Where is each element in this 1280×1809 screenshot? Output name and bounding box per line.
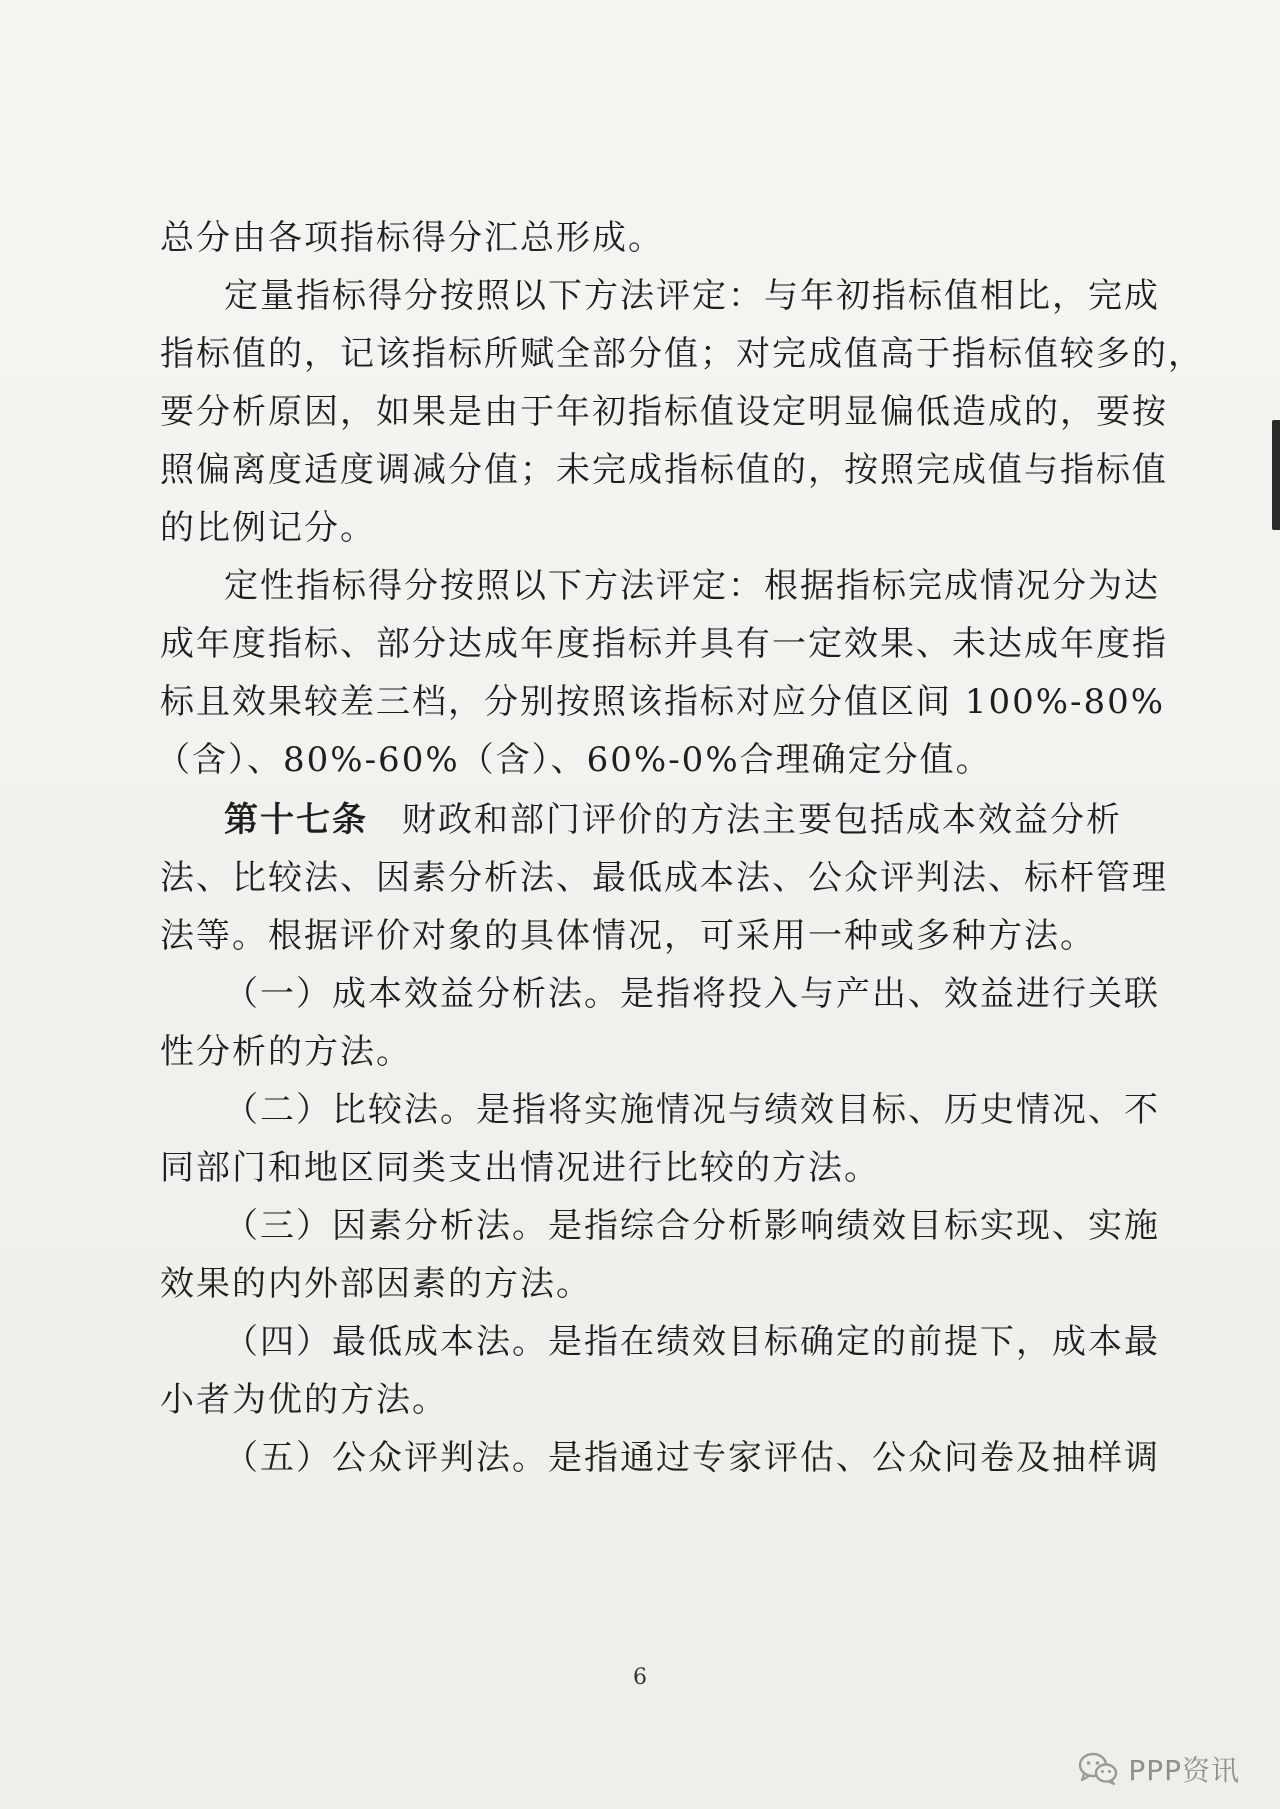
- article-line: [224, 800, 1122, 840]
- wechat-icon: [1078, 1752, 1118, 1786]
- text-line: 标且效果较差三档，分别按照该指标对应分值区间 100%-80%: [160, 682, 1166, 722]
- text-line: （含）、80%-60%（含）、60%-0%合理确定分值。: [156, 740, 992, 780]
- text-line: （四）最低成本法。是指在绩效目标确定的前提下，成本最: [224, 1322, 1160, 1362]
- text-line: 性分析的方法。: [160, 1032, 412, 1072]
- text-line: 定量指标得分按照以下方法评定：与年初指标值相比，完成: [224, 276, 1160, 316]
- page-edge-mark: [1272, 420, 1280, 530]
- text-line: 的比例记分。: [160, 508, 376, 548]
- article-text: 财政和部门评价的方法主要包括成本效益分析: [402, 800, 1122, 840]
- text-line: （一）成本效益分析法。是指将投入与产出、效益进行关联: [224, 974, 1160, 1014]
- text-line: 法、比较法、因素分析法、最低成本法、公众评判法、标杆管理: [160, 858, 1168, 898]
- watermark: [1078, 1749, 1240, 1789]
- text-line: 法等。根据评价对象的具体情况，可采用一种或多种方法。: [160, 916, 1096, 956]
- text-line: 成年度指标、部分达成年度指标并具有一定效果、未达成年度指: [160, 624, 1168, 664]
- text-line: 照偏离度适度调减分值；未完成指标值的，按照完成值与指标值: [160, 450, 1168, 490]
- text-line: （五）公众评判法。是指通过专家评估、公众问卷及抽样调: [224, 1438, 1160, 1478]
- text-line: （二）比较法。是指将实施情况与绩效目标、历史情况、不: [224, 1090, 1160, 1130]
- text-line: 同部门和地区同类支出情况进行比较的方法。: [160, 1148, 880, 1188]
- article-heading: 第十七条: [224, 800, 368, 840]
- text-line: 要分析原因，如果是由于年初指标值设定明显偏低造成的，要按: [160, 392, 1168, 432]
- text-line: 总分由各项指标得分汇总形成。: [160, 218, 664, 258]
- text-line: 小者为优的方法。: [160, 1380, 448, 1420]
- page-number: 6: [633, 1665, 647, 1690]
- text-line: 定性指标得分按照以下方法评定：根据指标完成情况分为达: [224, 566, 1160, 606]
- text-line: （三）因素分析法。是指综合分析影响绩效目标实现、实施: [224, 1206, 1160, 1246]
- watermark-text: PPP资讯: [1128, 1754, 1240, 1787]
- text-line: 指标值的，记该指标所赋全部分值；对完成值高于指标值较多的，: [160, 334, 1204, 374]
- text-line: 效果的内外部因素的方法。: [160, 1264, 592, 1304]
